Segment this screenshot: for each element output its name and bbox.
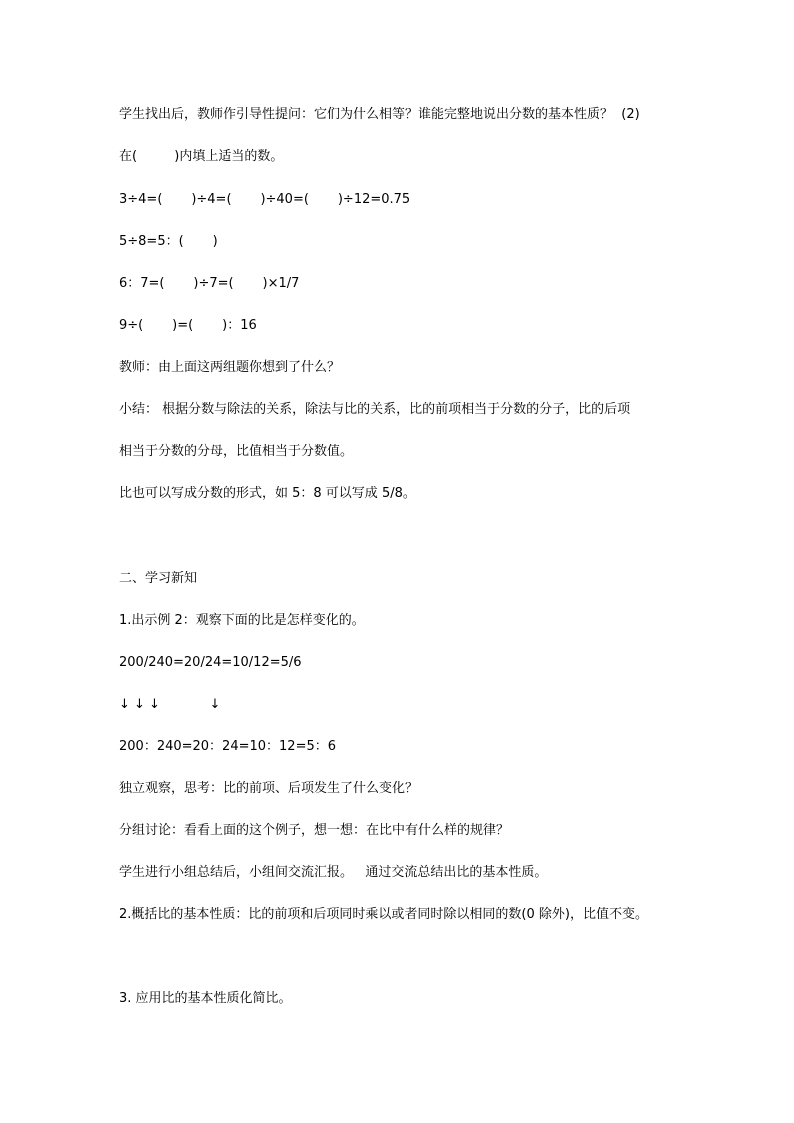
- text-line-observe: 独立观察，思考：比的前项、后项发生了什么变化？: [119, 781, 419, 796]
- text-line-fraction-chain: 200/240=20/24=10/12=5/6: [119, 655, 302, 670]
- text-line-ratio-property: 2.概括比的基本性质：比的前项和后项同时乘以或者同时除以相同的数(0 除外)，比值不变。: [119, 907, 648, 922]
- text-line-equation-3: 6：7=( )÷7=( )×1/7: [119, 276, 300, 291]
- text-line-guiding-question: 学生找出后，教师作引导性提问：它们为什么相等？谁能完整地说出分数的基本性质？ (2): [119, 107, 640, 122]
- text-line-summary-1: 小结： 根据分数与除法的关系，除法与比的关系，比的前项相当于分数的分子，比的后项: [119, 402, 631, 417]
- text-line-group-discussion: 分组讨论：看看上面的这个例子，想一想：在比中有什么样的规律？: [119, 823, 510, 838]
- text-line-simplify-ratio: 3. 应用比的基本性质化简比。: [119, 991, 292, 1006]
- text-line-equation-2: 5÷8=5：( ): [119, 234, 218, 249]
- down-arrow-row: ↓ ↓ ↓ ↓: [119, 697, 221, 712]
- section-heading-new-knowledge: 二、学习新知: [119, 571, 198, 586]
- text-line-equation-4: 9÷( )=( )：16: [119, 318, 257, 333]
- text-line-fill-instruction: 在( )内填上适当的数。: [119, 149, 284, 164]
- text-line-example-2: 1.出示例 2：观察下面的比是怎样变化的。: [119, 613, 365, 628]
- text-line-ratio-chain: 200：240=20：24=10：12=5：6: [119, 739, 337, 754]
- text-line-fraction-form: 比也可以写成分数的形式，如 5：8 可以写成 5/8。: [119, 486, 416, 501]
- text-line-teacher-question: 教师：由上面这两组题你想到了什么？: [119, 360, 341, 375]
- text-line-summary-2: 相当于分数的分母，比值相当于分数值。: [119, 444, 354, 459]
- text-line-equation-1: 3÷4=( )÷4=( )÷40=( )÷12=0.75: [119, 192, 411, 207]
- text-line-group-summary: 学生进行小组总结后，小组间交流汇报。 通过交流总结出比的基本性质。: [119, 865, 548, 880]
